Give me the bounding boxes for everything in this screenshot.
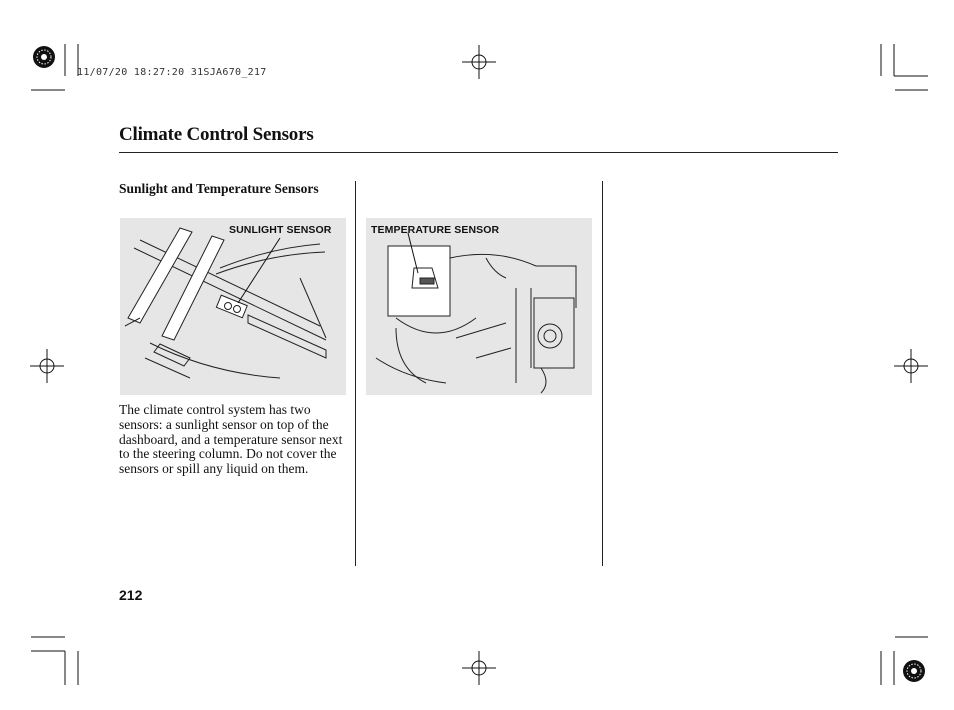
registration-target-bottom-right	[903, 660, 925, 682]
registration-target-top-left	[33, 46, 55, 68]
sunlight-sensor-label: SUNLIGHT SENSOR	[229, 224, 332, 236]
page-number: 212	[119, 587, 143, 603]
temperature-sensor-figure	[366, 218, 592, 395]
temperature-sensor-label: TEMPERATURE SENSOR	[371, 224, 500, 236]
steering-column-illustration	[366, 218, 592, 395]
column-divider-right	[602, 181, 603, 566]
sunlight-sensor-figure	[120, 218, 346, 395]
column-divider-left	[355, 181, 356, 566]
section-heading: Sunlight and Temperature Sensors	[119, 181, 319, 196]
print-stamp: 11/07/20 18:27:20 31SJA670_217	[77, 67, 267, 78]
page-title: Climate Control Sensors	[119, 124, 314, 145]
title-rule	[119, 152, 838, 153]
section-body: The climate control system has two sensors: a sunlight sensor on top of the dashboard, and a temperature sensor next to the steering column. Do not cover the sensors or spill any liquid on them.	[119, 402, 343, 477]
dashboard-illustration	[120, 218, 346, 395]
